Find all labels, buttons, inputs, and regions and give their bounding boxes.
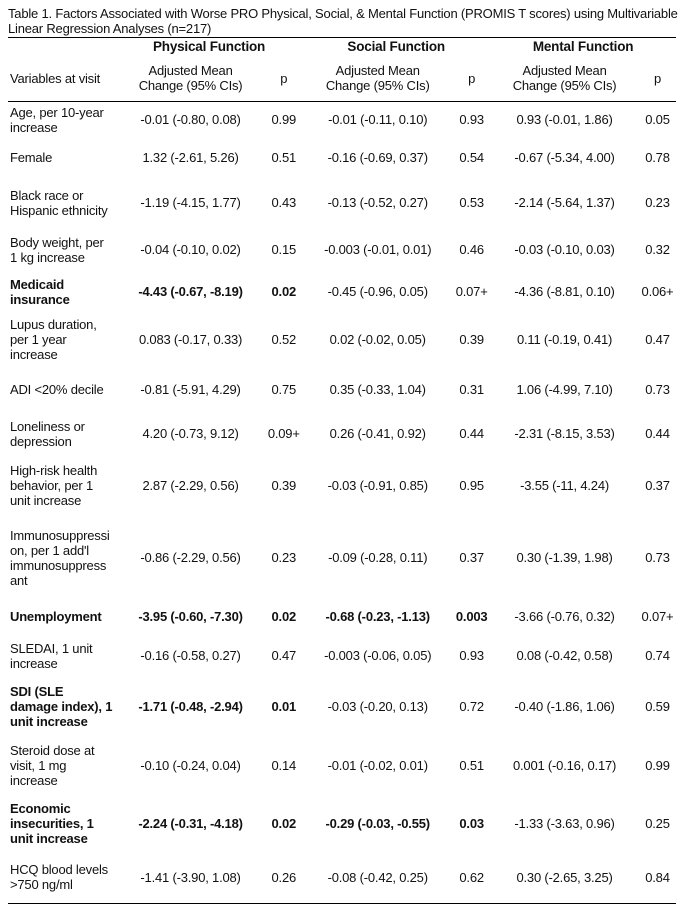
variable-label: High-risk health behavior, per 1 unit increase <box>10 463 98 508</box>
empty-header-cell <box>8 38 116 56</box>
physical-ci: -0.04 (-0.10, 0.02) <box>140 242 241 257</box>
physical-ci: -2.24 (-0.31, -4.18) <box>138 816 243 831</box>
social-p: 0.93 <box>459 112 484 128</box>
mental-ci: 0.93 (-0.01, 1.86) <box>516 112 613 128</box>
table-row <box>8 178 676 228</box>
mental-p: 0.37 <box>645 478 670 493</box>
column-header-row <box>8 55 676 102</box>
physical-p: 0.75 <box>271 382 297 397</box>
variable-label: Medicaid insurance <box>10 276 70 307</box>
variable-label: Body weight, per 1 kg increase <box>10 234 104 265</box>
table-caption: Table 1. Factors Associated with Worse PRO Physical, Social, & Mental Function (PROMIS T scores) using Multivariable Linear Regression Analyses (n=217) <box>8 6 678 36</box>
mental-ci: -2.31 (-8.15, 3.53) <box>514 426 615 441</box>
physical-ci: -4.43 (-0.67, -8.19) <box>138 284 243 299</box>
social-ci: -0.09 (-0.28, 0.11) <box>328 550 428 565</box>
physical-ci: -0.81 (-5.91, 4.29) <box>140 382 241 397</box>
mental-ci: -0.40 (-1.86, 1.06) <box>514 699 615 714</box>
mental-p: 0.47 <box>645 332 670 347</box>
table-row <box>8 736 676 796</box>
social-ci: -0.08 (-0.42, 0.25) <box>302 852 453 904</box>
physical-p: 0.02 <box>271 284 297 299</box>
physical-p: 0.01 <box>271 699 297 714</box>
social-ci: -0.13 (-0.52, 0.27) <box>327 195 428 210</box>
physical-ci: 4.20 (-0.73, 9.12) <box>142 426 239 441</box>
variable-label: Economic insecurities, 1 unit increase <box>10 801 94 846</box>
mental-ci: -4.36 (-8.81, 0.10) <box>514 284 615 299</box>
col-social-ci: Adjusted Mean Change (95% CIs) <box>302 55 453 102</box>
mental-ci: 1.06 (-4.99, 7.10) <box>516 382 613 397</box>
mental-p: 0.84 <box>639 852 676 904</box>
table-row <box>8 456 676 516</box>
variable-label: SLEDAI, 1 unit increase <box>10 640 93 671</box>
table-row <box>8 600 676 634</box>
social-ci: -0.003 (-0.01, 0.01) <box>324 242 432 257</box>
col-mental-p: p <box>639 55 676 102</box>
social-ci: -0.68 (-0.23, -1.13) <box>325 609 430 624</box>
social-ci: 0.35 (-0.33, 1.04) <box>329 382 426 397</box>
variable-label: Unemployment <box>10 609 102 624</box>
social-p: 0.39 <box>459 332 484 347</box>
mental-ci: 0.30 (-2.65, 3.25) <box>490 852 639 904</box>
variable-label: Steroid dose at visit, 1 mg increase <box>10 743 95 788</box>
physical-p: 0.26 <box>265 852 302 904</box>
variable-label: ADI <20% decile <box>10 382 104 397</box>
physical-ci: -3.95 (-0.60, -7.30) <box>138 609 243 624</box>
table-row <box>8 852 676 904</box>
physical-ci: -0.16 (-0.58, 0.27) <box>140 648 241 663</box>
physical-ci: 2.87 (-2.29, 0.56) <box>142 478 239 493</box>
table-row <box>8 272 676 312</box>
mental-p: 0.25 <box>645 816 670 831</box>
physical-p: 0.99 <box>271 112 297 128</box>
social-p: 0.93 <box>459 648 484 663</box>
social-p: 0.44 <box>459 426 484 441</box>
mental-p: 0.59 <box>645 699 670 714</box>
mental-p: 0.74 <box>645 648 670 663</box>
social-p: 0.46 <box>459 242 484 257</box>
variable-label: Lupus duration, per 1 year increase <box>10 317 97 362</box>
social-ci: 0.26 (-0.41, 0.92) <box>329 426 426 441</box>
mental-p: 0.78 <box>645 150 670 165</box>
mental-ci: -3.66 (-0.76, 0.32) <box>514 609 615 624</box>
mental-p: 0.99 <box>645 758 670 773</box>
social-p: 0.72 <box>459 699 484 714</box>
physical-ci: -0.86 (-2.29, 0.56) <box>140 550 241 565</box>
mental-ci: 0.001 (-0.16, 0.17) <box>512 758 617 773</box>
mental-p: 0.44 <box>645 426 670 441</box>
social-p: 0.37 <box>459 550 484 565</box>
social-ci: -0.01 (-0.11, 0.10) <box>328 112 428 128</box>
social-p: 0.03 <box>459 816 484 831</box>
table-row <box>8 412 676 456</box>
col-physical-p: p <box>265 55 302 102</box>
social-p: 0.07+ <box>455 284 488 299</box>
physical-p: 0.15 <box>271 242 297 257</box>
mental-p: 0.73 <box>645 550 670 565</box>
col-variables: Variables at visit <box>8 55 116 102</box>
col-mental-ci: Adjusted Mean Change (95% CIs) <box>490 55 639 102</box>
physical-ci: -1.19 (-4.15, 1.77) <box>140 195 241 210</box>
social-p: 0.51 <box>459 758 484 773</box>
table-row <box>8 368 676 412</box>
col-social-p: p <box>453 55 490 102</box>
mental-ci: 0.08 (-0.42, 0.58) <box>516 648 613 663</box>
variable-label: HCQ blood levels >750 ng/ml <box>8 852 116 904</box>
mental-ci: -0.67 (-5.34, 4.00) <box>514 150 615 165</box>
variable-label: Age, per 10-year increase <box>10 104 104 135</box>
group-social: Social Function <box>302 38 490 56</box>
variable-label: SDI (SLE damage index), 1 unit increase <box>10 684 113 729</box>
table-row <box>8 796 676 852</box>
social-ci: -0.16 (-0.69, 0.37) <box>327 150 428 165</box>
mental-ci: -3.55 (-11, 4.24) <box>520 478 609 493</box>
table-row <box>8 634 676 678</box>
regression-table <box>8 37 676 904</box>
group-header-row <box>8 38 676 56</box>
mental-p: 0.07+ <box>641 609 674 624</box>
physical-p: 0.14 <box>271 758 297 773</box>
table-row <box>8 228 676 272</box>
social-ci: -0.03 (-0.20, 0.13) <box>327 699 428 714</box>
physical-p: 0.02 <box>271 816 297 831</box>
table-row <box>8 312 676 368</box>
physical-p: 0.09+ <box>267 426 300 441</box>
physical-ci: -0.01 (-0.80, 0.08) <box>140 112 241 128</box>
mental-ci: 0.11 (-0.19, 0.41) <box>516 332 613 347</box>
physical-p: 0.52 <box>271 332 297 347</box>
social-p: 0.54 <box>459 150 484 165</box>
physical-p: 0.43 <box>271 195 297 210</box>
table-row <box>8 516 676 600</box>
social-p: 0.31 <box>459 382 484 397</box>
social-ci: -0.29 (-0.03, -0.55) <box>325 816 430 831</box>
social-ci: -0.45 (-0.96, 0.05) <box>327 284 428 299</box>
table-row <box>8 102 676 138</box>
physical-ci: -1.41 (-3.90, 1.08) <box>116 852 265 904</box>
mental-p: 0.23 <box>645 195 670 210</box>
table-body <box>8 102 676 904</box>
physical-p: 0.02 <box>271 609 297 624</box>
mental-ci: 0.30 (-1.39, 1.98) <box>516 550 613 565</box>
mental-p: 0.32 <box>645 242 670 257</box>
group-physical: Physical Function <box>116 38 302 56</box>
physical-ci: -0.10 (-0.24, 0.04) <box>140 758 241 773</box>
physical-ci: 0.083 (-0.17, 0.33) <box>138 332 243 347</box>
table-row <box>8 138 676 178</box>
physical-p: 0.47 <box>271 648 297 663</box>
social-p: 0.62 <box>453 852 490 904</box>
social-p: 0.95 <box>459 478 484 493</box>
physical-p: 0.51 <box>271 150 297 165</box>
physical-p: 0.39 <box>271 478 297 493</box>
mental-p: 0.05 <box>645 112 670 128</box>
variable-label: Immunosuppressi on, per 1 add'l immunosuppress ant <box>10 527 110 588</box>
table-row <box>8 678 676 736</box>
social-p: 0.53 <box>459 195 484 210</box>
social-ci: -0.003 (-0.06, 0.05) <box>324 648 432 663</box>
physical-ci: -1.71 (-0.48, -2.94) <box>138 699 243 714</box>
group-mental: Mental Function <box>490 38 676 56</box>
physical-p: 0.23 <box>271 550 297 565</box>
mental-ci: -1.33 (-3.63, 0.96) <box>514 816 615 831</box>
mental-ci: -0.03 (-0.10, 0.03) <box>514 242 615 257</box>
variable-label: Black race or Hispanic ethnicity <box>10 187 108 218</box>
col-physical-ci: Adjusted Mean Change (95% CIs) <box>116 55 265 102</box>
mental-ci: -2.14 (-5.64, 1.37) <box>514 195 615 210</box>
mental-p: 0.06+ <box>641 284 674 299</box>
physical-ci: 1.32 (-2.61, 5.26) <box>142 150 239 165</box>
social-ci: -0.01 (-0.02, 0.01) <box>327 758 428 773</box>
mental-p: 0.73 <box>645 382 670 397</box>
variable-label: Loneliness or depression <box>10 418 85 449</box>
social-ci: -0.03 (-0.91, 0.85) <box>327 478 428 493</box>
variable-label: Female <box>10 150 53 165</box>
social-ci: 0.02 (-0.02, 0.05) <box>329 332 426 347</box>
social-p: 0.003 <box>455 609 488 624</box>
